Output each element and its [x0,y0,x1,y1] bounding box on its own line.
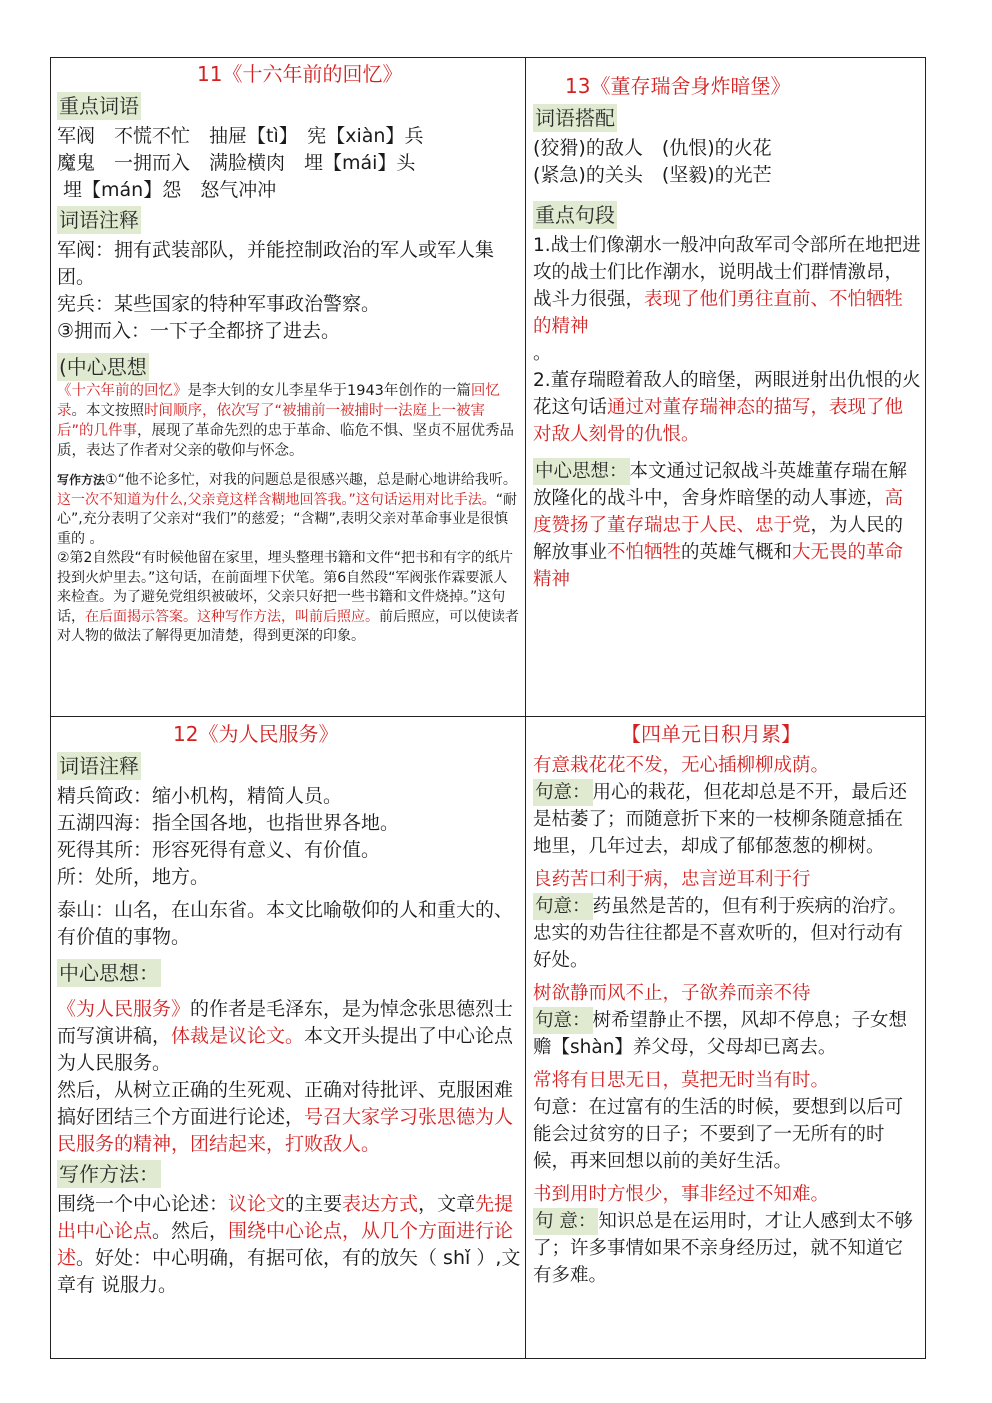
proverb-meaning: 句意： 用心的栽花，但花却总是不开，最后还是枯萎了；而随意折下来的一枝柳条随意插在地里，几年过去，却成了郁郁葱葱的柳树。 [533,779,921,860]
lesson-13-cell [533,72,921,712]
word-note: 宪兵：某些国家的特种军事政治警察。 [57,293,381,315]
key-sentence: 1.战士们像潮水一般冲向敌军司令部所在地把进攻的战士们比作潮水，说明战士们群情激昂，战斗力很强，表现了他们勇往直前、不怕牺牲的精神 [533,235,921,337]
word-note: 泰山：山名，在山东省。本文比喻敬仰的人和重大的、有价值的事物。 [57,899,514,948]
central-idea-heading: 中心思想： [59,961,159,985]
word-note: 五湖四海：指全国各地，也指世界各地。 [57,812,400,834]
proverb: 良药苦口利于病，忠言逆耳利于行 [533,869,811,890]
lesson-12-cell [57,720,521,1356]
proverb-meaning: 句意：在过富有的生活的时候，要想到以后可能会过贫穷的日子；不要到了一无所有的时候，再来回想以前的美好生活。 [533,1097,904,1172]
lesson-12-title: 12《为人民服务》 [173,722,339,746]
lesson-13-title: 13《董存瑞舍身炸暗堡》 [565,74,791,98]
unit-4-title: 【四单元日积月累】 [621,722,801,746]
lesson-11-title: 11《十六年前的回忆》 [197,62,403,86]
central-idea-text: 然后，从树立正确的生死观、正确对待批评、克服困难搞好团结三个方面进行论述，号召大家学习张思德为人民服务的精神，团结起来，打败敌人。 [57,1079,514,1155]
proverb: 树欲静而风不止，子欲养而亲不待 [533,983,811,1004]
word-note: 死得其所：形容死得有意义、有价值。 [57,839,381,861]
word-note: 军阀：拥有武装部队，并能控制政治的军人或军人集团。 [57,239,495,288]
word-note: ③拥而入：一下子全都挤了进去。 [57,320,341,342]
key-sentence-end: 。 [533,343,552,364]
keyword-line: 军阀 不慌不忙 抽屉【tì】 宪【xiàn】兵 [57,125,424,147]
central-idea-label: 中心思想： [533,458,630,485]
central-idea-text: 中心思想： 本文通过记叙战斗英雄董存瑞在解放隆化的战斗中，舍身炸暗堡的动人事迹，高度赞扬了董存瑞忠于人民、忠于党，为人民的解放事业不怕牺牲的英雄气概和大无畏的革命精神 [533,458,921,593]
proverb-meaning: 句意： 药虽然是苦的，但有利于疾病的治疗。忠实的劝告往往都是不喜欢听的，但对行动有好处。 [533,893,921,974]
writing-method-text: 围绕一个中心论述：议论文的主要表达方式，文章先提出中心论点。然后，围绕中心论点，从几个方面进行论述。好处：中心明确，有据可依，有的放矢（ shǐ ）,文章有 说服力。 [57,1193,521,1296]
collocation-line: (狡猾)的敌人 (仇恨)的火花 [533,137,772,159]
row-divider [51,716,925,717]
word-notes-heading: 词语注释 [59,208,139,232]
collocation-heading: 词语搭配 [535,106,615,130]
word-notes-heading: 词语注释 [59,754,139,778]
proverb: 书到用时方恨少，事非经过不知难。 [533,1184,830,1205]
proverb: 常将有日思无日，莫把无时当有时。 [533,1070,830,1091]
keyword-line: 埋【mán】怨 怒气冲冲 [63,179,277,201]
central-idea-text: 《十六年前的回忆》是李大钊的女儿李星华于1943年创作的一篇回忆录。本文按照时间顺序，依次写了“被捕前一被捕时一法庭上一被害后”的几件事，展现了革命先烈的忠于革命、临危不惧、坚贞不屈优秀品质，表达了作者对父亲的敬仰与怀念。 [57,383,515,459]
unit-4-accumulation-cell [533,720,921,1356]
writing-method-text: ②第2自然段“有时候他留在家里，埋头整理书籍和文件“把书和有字的纸片投到火炉里去。”这句话，在前面埋下伏笔。第6自然段“军阀张作霖要派人来检查。为了避免党组织被破坏，父亲只好把一些书籍和文件烧掉。”这句话，在后面揭示答案。这种写作方法，叫前后照应。前后照应，可以使读者对人物的做法了解得更加清楚，得到更深的印象。 [57,550,519,644]
word-note: 所：处所，地方。 [57,866,210,888]
key-sentences-heading: 重点句段 [535,203,615,227]
central-idea-text: 《为人民服务》的作者是毛泽东，是为悼念张思德烈士而写演讲稿，体裁是议论文。本文开头提出了中心论点为人民服务。 [57,998,514,1074]
keyword-line: 魔鬼 一拥而入 满脸横肉 埋【mái】头 [57,152,416,174]
proverb-meaning: 句 意： 知识总是在运用时，才让人感到太不够了；许多事情如果不亲身经历过，就不知道它有多难。 [533,1208,921,1289]
writing-method-text: 写作方法①“他不论多忙，对我的问题总是很感兴趣，总是耐心地讲给我听。这一次不知道为什么,父亲竟这样含糊地回答我。”这句话运用对比手法。“耐心”,充分表明了父亲对“我们”的慈爱；“含糊”,表明父亲对革命事业是很慎重的 。 [57,472,517,547]
notes-sheet [50,57,926,1359]
central-idea-heading: (中心思想 [59,355,147,379]
proverb-meaning: 句意： 树希望静止不摆，风却不停息；子女想赡【shàn】养父母，父母却已离去。 [533,1007,921,1061]
keywords-heading: 重点词语 [59,94,139,118]
writing-method-label: 写作方法 [57,473,106,487]
column-divider [525,58,526,1358]
lesson-11-cell [57,60,521,714]
key-sentence: 2.董存瑞瞪着敌人的暗堡，两眼迸射出仇恨的火花这句话通过对董存瑞神态的描写，表现了他对敌人刻骨的仇恨。 [533,370,921,445]
collocation-line: (紧急)的关头 (坚毅)的光芒 [533,164,772,186]
writing-method-heading: 写作方法： [59,1162,159,1186]
word-note: 精兵简政：缩小机构，精简人员。 [57,785,343,807]
proverb: 有意栽花花不发，无心插柳柳成荫。 [533,755,830,776]
